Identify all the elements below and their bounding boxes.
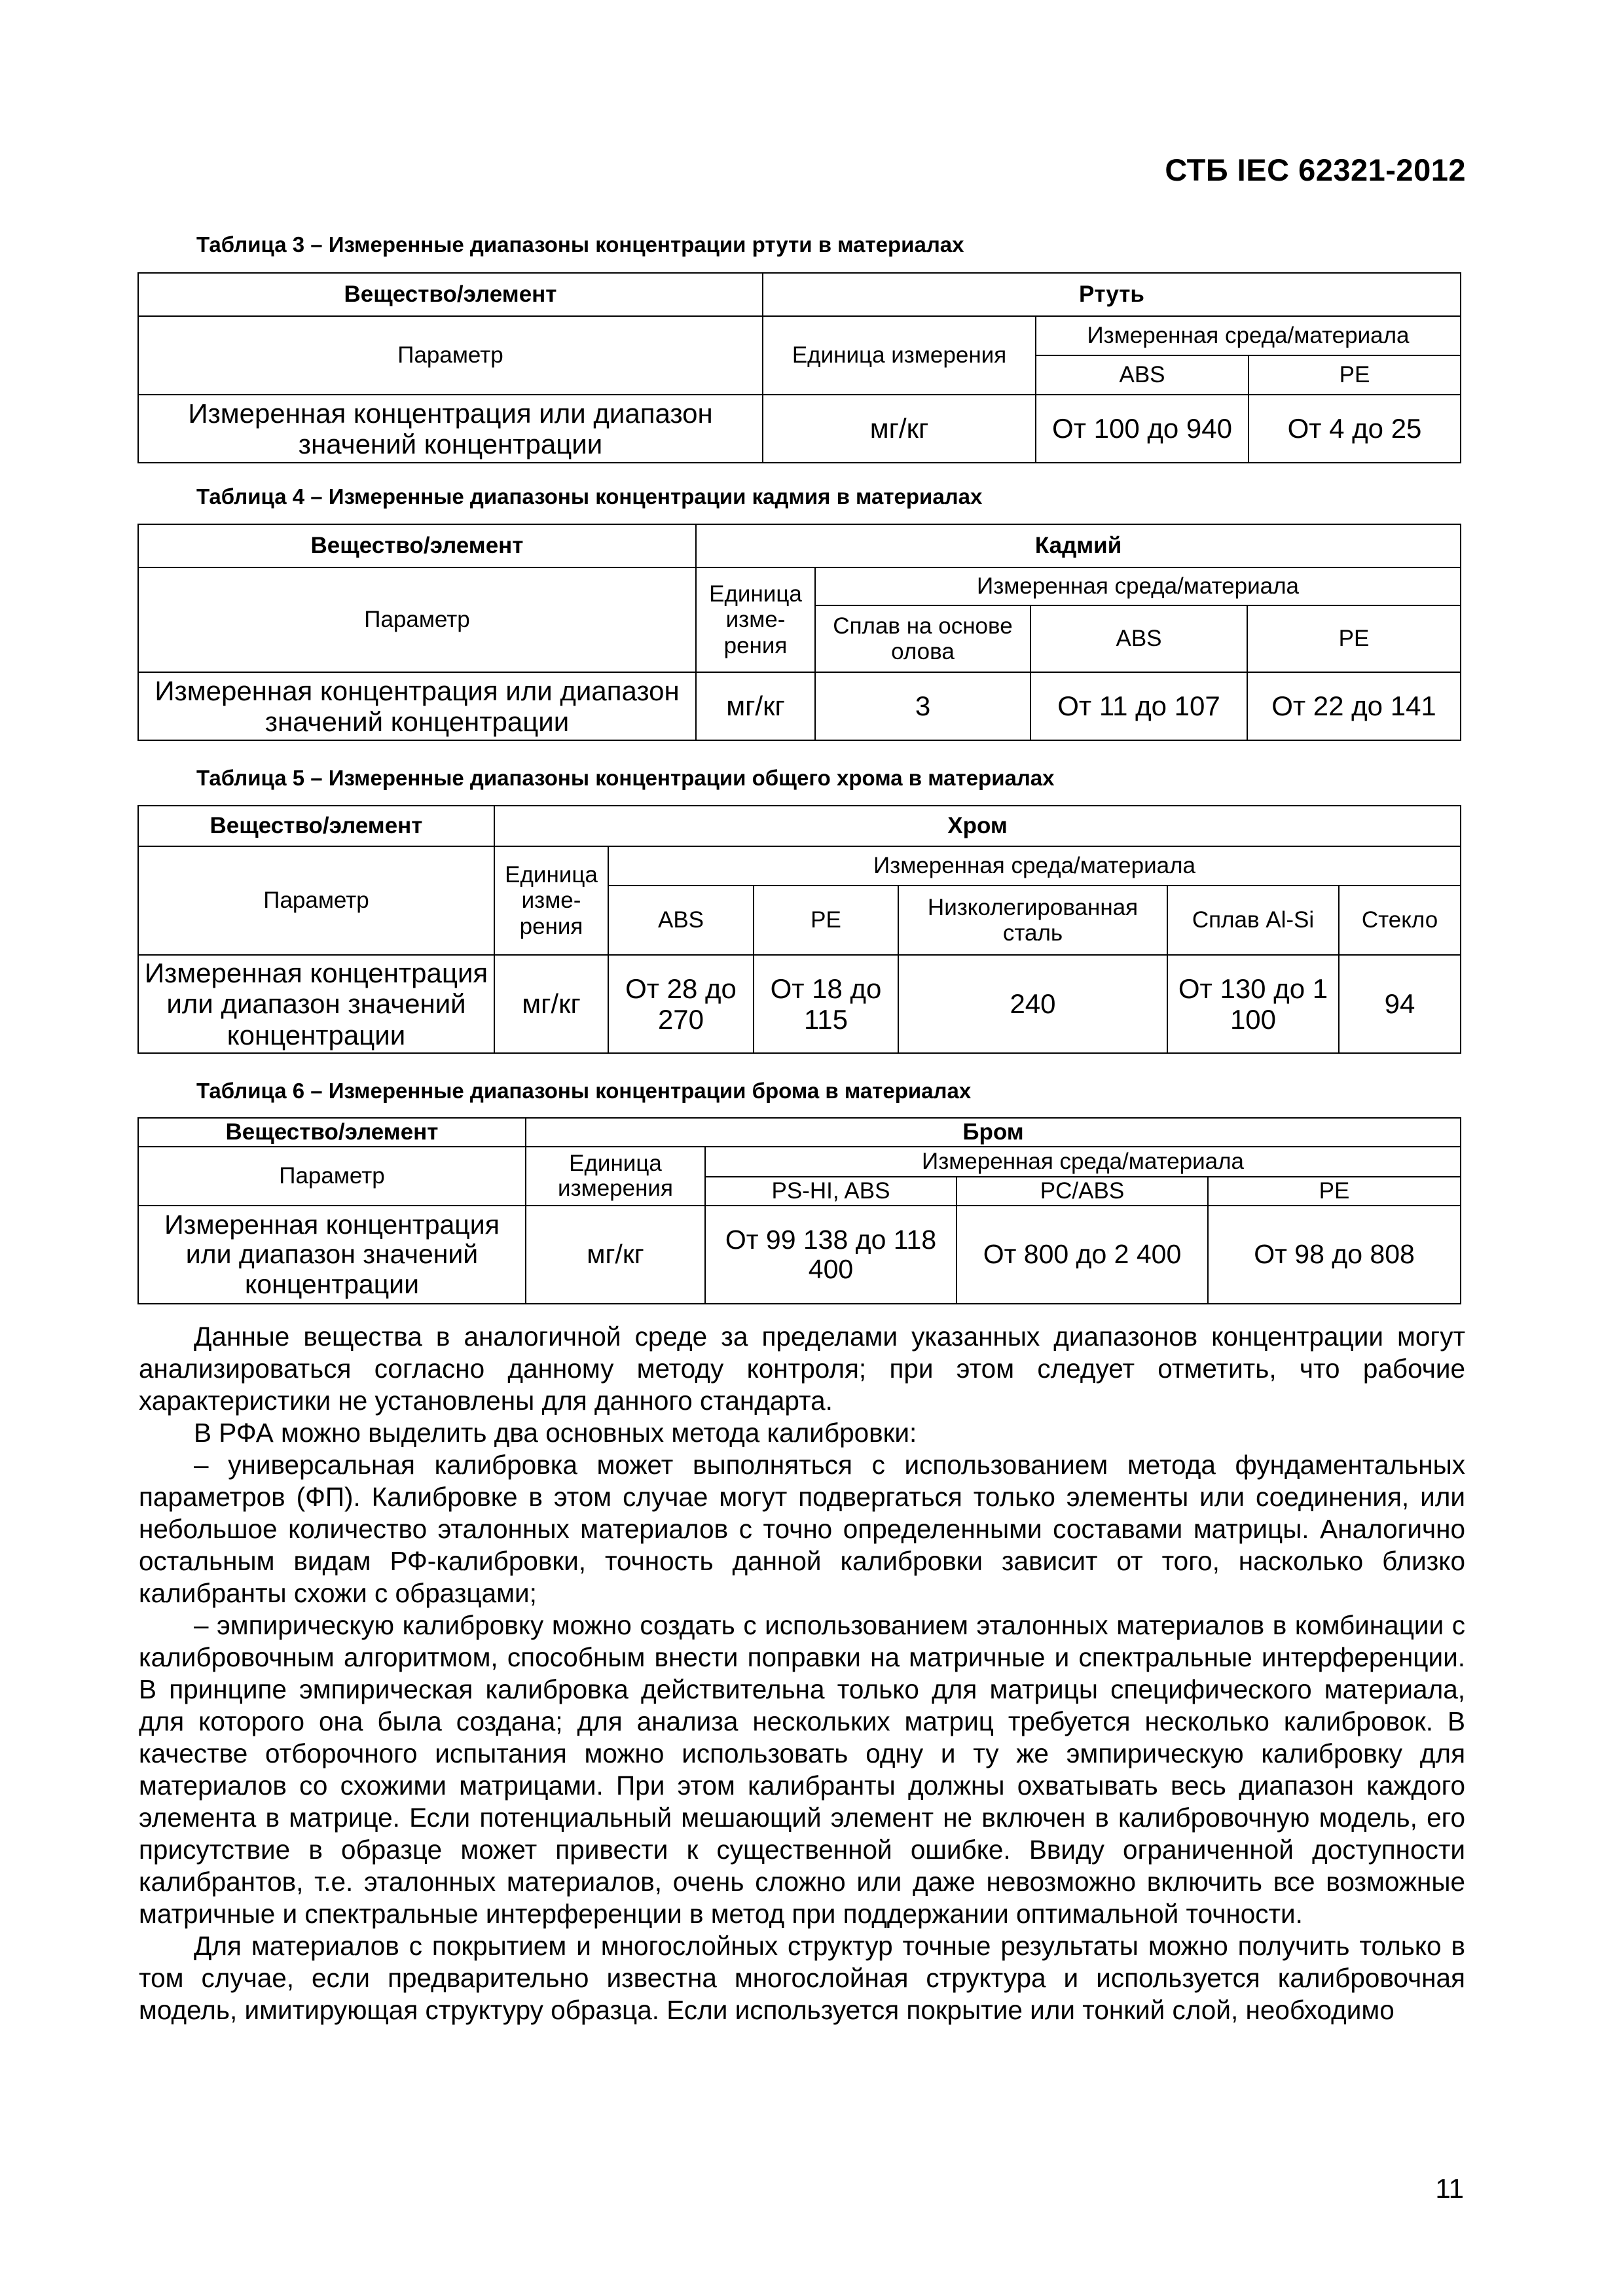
table4-element: Кадмий xyxy=(696,524,1461,567)
table6-value: От 800 до 2 400 xyxy=(957,1206,1208,1304)
table3-material: ABS xyxy=(1036,355,1249,395)
table6-material: PE xyxy=(1208,1177,1461,1206)
table5-unit: мг/кг xyxy=(494,955,608,1053)
table4 xyxy=(137,524,1461,741)
table5-material: Стекло xyxy=(1339,886,1461,955)
table5-material: PE xyxy=(754,886,898,955)
paragraph: – универсальная калибровка может выполняться с использованием метода фундаментальных параметров (ФП). Калибровке в этом случае могут подвергаться только элементы или соединения, или небольшое количество эталонных материалов с точно определенными составами матрицы. Аналогично остальным видам РФ-калибровки, точность данной калибровки зависит от того, насколько близко калибранты схожи с образцами; xyxy=(139,1450,1465,1608)
table6-unit-label: Единица измерения xyxy=(526,1147,705,1206)
table3-material: PE xyxy=(1249,355,1461,395)
paragraph: В РФА можно выделить два основных метода калибровки: xyxy=(194,1418,917,1448)
table5-material: ABS xyxy=(608,886,754,955)
table5-material: Сплав Al-Si xyxy=(1167,886,1339,955)
paragraph: Данные вещества в аналогичной среде за пределами указанных диапазонов концентрации могут анализироваться согласно данному методу контроля; при этом следует отметить, что рабочие характеристики не установлены для данного стандарта. xyxy=(139,1321,1465,1416)
table6-element: Бром xyxy=(526,1118,1461,1147)
table4-unit: мг/кг xyxy=(696,672,815,740)
table6-substance-label: Вещество/элемент xyxy=(138,1118,526,1147)
table4-caption: Таблица 4 – Измеренные диапазоны концентрации кадмия в материалах xyxy=(196,484,983,509)
standard-designation: СТБ IEC 62321-2012 xyxy=(1165,152,1466,187)
table5-material: Низколегированная сталь xyxy=(898,886,1167,955)
table6-caption: Таблица 6 – Измеренные диапазоны концентрации брома в материалах xyxy=(196,1079,972,1103)
table5-value: От 130 до 1 100 xyxy=(1167,955,1339,1053)
body-text xyxy=(139,1321,1465,2026)
table4-param-label: Параметр xyxy=(138,567,696,672)
table5-medium-label: Измеренная среда/материала xyxy=(608,846,1461,886)
table5-row-label: Измеренная концентрация или диапазон значений концентрации xyxy=(138,955,494,1053)
table4-unit-label: Единица изме-рения xyxy=(696,567,815,672)
table4-substance-label: Вещество/элемент xyxy=(138,524,696,567)
table4-material: PE xyxy=(1247,605,1461,672)
table3-medium-label: Измеренная среда/материала xyxy=(1036,316,1461,355)
table5 xyxy=(137,805,1461,1054)
table3-unit: мг/кг xyxy=(763,395,1036,463)
table4-material: Сплав на основе олова xyxy=(815,605,1030,672)
table5-value: От 18 до 115 xyxy=(754,955,898,1053)
table5-caption: Таблица 5 – Измеренные диапазоны концентрации общего хрома в материалах xyxy=(196,766,1055,790)
table6 xyxy=(137,1117,1461,1304)
table5-value: 240 xyxy=(898,955,1167,1053)
table6-value: От 98 до 808 xyxy=(1208,1206,1461,1304)
table3-element: Ртуть xyxy=(763,273,1461,316)
table5-substance-label: Вещество/элемент xyxy=(138,806,494,846)
table4-row-label: Измеренная концентрация или диапазон значений концентрации xyxy=(138,672,696,740)
table5-value: 94 xyxy=(1339,955,1461,1053)
table5-unit-label: Единица изме-рения xyxy=(494,846,608,955)
table5-element: Хром xyxy=(494,806,1461,846)
table3 xyxy=(137,272,1461,463)
table6-value: От 99 138 до 118 400 xyxy=(705,1206,957,1304)
table3-substance-label: Вещество/элемент xyxy=(138,273,763,316)
table4-value: От 11 до 107 xyxy=(1030,672,1247,740)
table5-value: От 28 до 270 xyxy=(608,955,754,1053)
table3-caption: Таблица 3 – Измеренные диапазоны концентрации ртути в материалах xyxy=(196,232,964,257)
paragraph: – эмпирическую калибровку можно создать с использованием эталонных материалов в комбинации с калибровочным алгоритмом, способным внести поправки на матричные и спектральные интерференции. В принципе эмпирическая калибровка действительна только для матрицы специфического материала, для которого она была создана; для анализа нескольких матриц требуется несколько калибровок. В качестве отборочного испытания можно использовать одну и ту же эмпирическую калибровку для материалов со схожими матрицами. При этом калибранты должны охватывать весь диапазон каждого элемента в матрице. Если потенциальный мешающий элемент не включен в калибровочную модель, его присутствие в образце может привести к существенной ошибке. Ввиду ограниченной доступности калибрантов, т.е. эталонных материалов, очень сложно или даже невозможно включить все возможные матричные и спектральные интерференции в метод при поддержании оптимальной точности. xyxy=(139,1610,1465,1929)
table4-value: От 22 до 141 xyxy=(1247,672,1461,740)
table5-param-label: Параметр xyxy=(138,846,494,955)
table4-value: 3 xyxy=(815,672,1030,740)
page-number: 11 xyxy=(1435,2173,1464,2204)
paragraph: Для материалов с покрытием и многослойных структур точные результаты можно получить только в том случае, если предварительно известна многослойная структура и используется калибровочная модель, имитирующая структуру образца. Если используется покрытие или тонкий слой, необходимо xyxy=(139,1931,1465,2025)
table4-material: ABS xyxy=(1030,605,1247,672)
table3-value: От 100 до 940 xyxy=(1036,395,1249,463)
table6-unit: мг/кг xyxy=(526,1206,705,1304)
table3-row-label: Измеренная концентрация или диапазон значений концентрации xyxy=(138,395,763,463)
table6-param-label: Параметр xyxy=(138,1147,526,1206)
table4-medium-label: Измеренная среда/материала xyxy=(815,567,1461,605)
table6-medium-label: Измеренная среда/материала xyxy=(705,1147,1461,1177)
table6-material: PC/ABS xyxy=(957,1177,1208,1206)
table3-unit-label: Единица измерения xyxy=(763,316,1036,395)
table6-material: PS-HI, ABS xyxy=(705,1177,957,1206)
table3-param-label: Параметр xyxy=(138,316,763,395)
table3-value: От 4 до 25 xyxy=(1249,395,1461,463)
table6-row-label: Измеренная концентрация или диапазон значений концентрации xyxy=(138,1206,526,1304)
